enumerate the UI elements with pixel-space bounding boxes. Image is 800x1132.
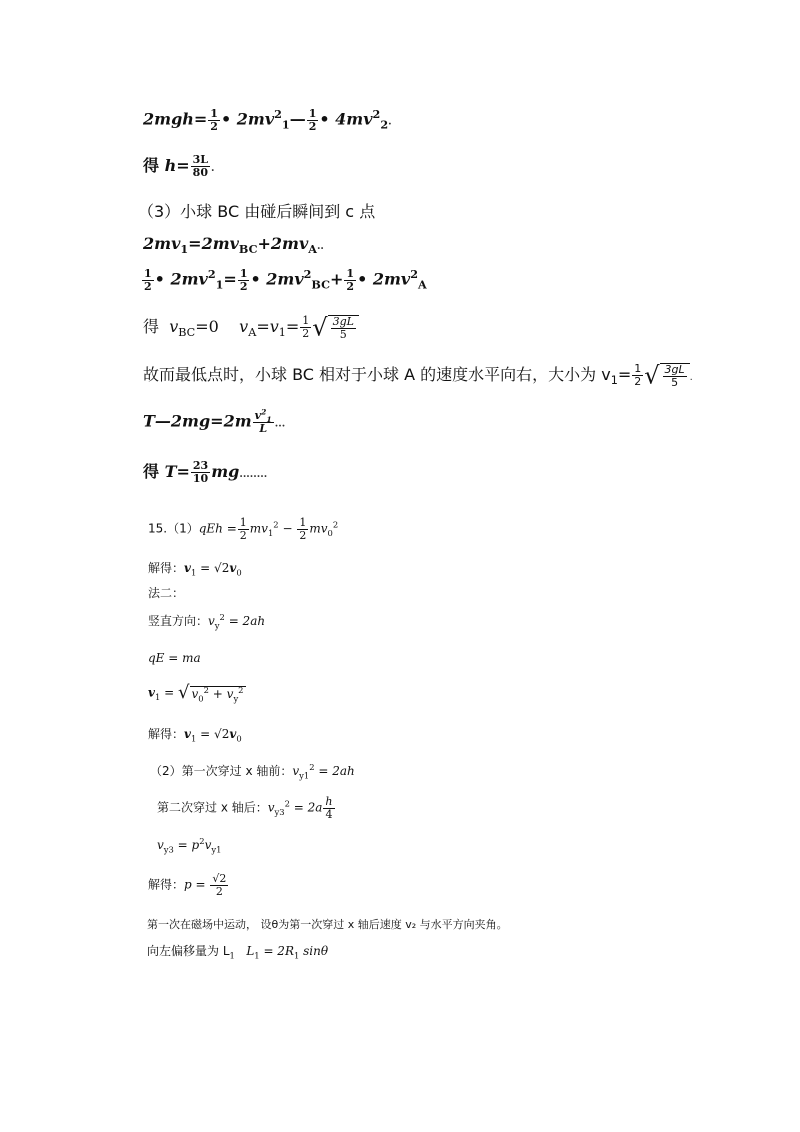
velocity-relation: $v_{y3} = p^2v_{y1}$ bbox=[157, 836, 222, 855]
speed-equation: $v_1$ = √ $v_0^2 + v_y^2$ bbox=[148, 682, 244, 703]
part2-first-crossing: （2）第一次穿过 x 轴前：$v_{y1}^2 = 2ah$ bbox=[150, 762, 355, 781]
height-result: 得 h= $\frac{3L}{80}$ . bbox=[143, 153, 215, 179]
p-result: 解得：p = $\frac{√2}{2}$ bbox=[148, 872, 227, 898]
velocity-results: 得 $v_{BC}=0$ $v_A=v_1=$ $\frac{1}{2}$ √ $\frac{3gL}{5}$ bbox=[143, 314, 359, 340]
part2-second-crossing: 第二次穿过 x 轴后：$v_{y3}^2 = 2a$ $\frac{h}{4}$ bbox=[157, 795, 333, 821]
solution-1: 解得：$v_1 = √2v_0$ bbox=[148, 561, 242, 578]
energy-conservation-equation: 2mgh= $\frac{1}{2}$ • $2mv^2_1—$ $\frac{1}{2}$ • $4mv^2_2$. bbox=[143, 107, 392, 133]
tension-result: 得 T= $\frac{23}{10}$ mg........ bbox=[143, 459, 268, 485]
q15-equation: 15.（1）qEh = $\frac{1}{2}$ $mv_1^2$ − $\frac{1}{2}$ $mv_0^2$ bbox=[148, 516, 339, 542]
magnetic-field-description: 第一次在磁场中运动， 设θ为第一次穿过 x 轴后速度 v₂ 与水平方向夹角。 bbox=[147, 918, 508, 931]
force-equation: qE = ma bbox=[148, 651, 201, 665]
tension-equation: T—2mg=2m $\frac{v^2_1}{L}$ ... bbox=[143, 407, 286, 435]
kinetic-energy-equation: $\frac{1}{2}$ • $2mv^2_1=$ $\frac{1}{2}$ • $2mv^2_{BC}+$ $\frac{1}{2}$ • $2mv^2_A$ bbox=[144, 267, 427, 293]
offset-equation: 向左偏移量为 $L_1$ $L_1 = 2R_1$ sinθ bbox=[147, 944, 329, 961]
lowest-point-statement: 故而最低点时，小球 BC 相对于小球 A 的速度水平向右，大小为 $v_1=$ $\frac{1}{2}$ √ $\frac{3gL}{5}$ . bbox=[143, 361, 693, 390]
method-two-label: 法二： bbox=[148, 586, 185, 600]
step3-heading: （3）小球 BC 由碰后瞬间到 c 点 bbox=[138, 202, 376, 221]
solution-2: 解得：$v_1 = √2v_0$ bbox=[148, 727, 242, 744]
vertical-direction-equation: 竖直方向：$v_y^2 = 2ah$ bbox=[148, 612, 266, 631]
momentum-equation: $2mv_1=2mv_{BC}+2mv_A$.. bbox=[143, 234, 324, 257]
